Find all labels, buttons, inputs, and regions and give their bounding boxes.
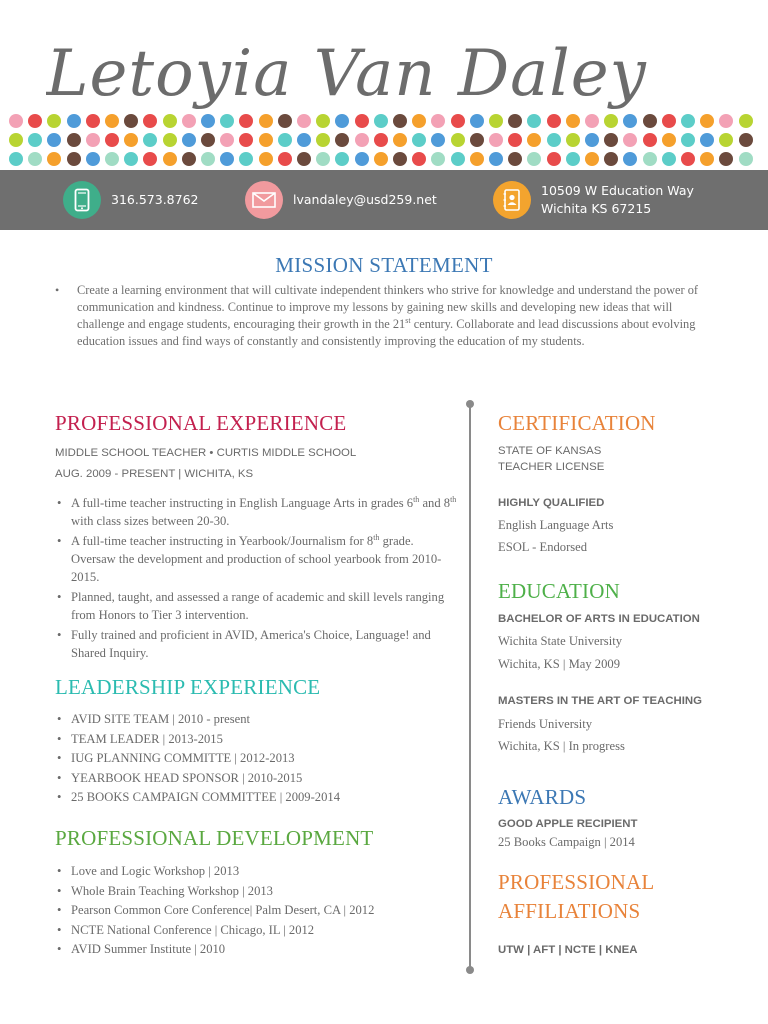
decorative-dot xyxy=(278,114,292,128)
decorative-dot xyxy=(67,152,81,166)
envelope-icon xyxy=(245,181,283,219)
award-line-1: GOOD APPLE RECIPIENT xyxy=(498,818,638,830)
decorative-dot xyxy=(28,133,42,147)
cert-line-5: ESOL - Endorsed xyxy=(498,540,588,554)
decorative-dot xyxy=(719,133,733,147)
decorative-dot xyxy=(681,114,695,128)
decorative-dot xyxy=(335,133,349,147)
decorative-dot xyxy=(9,133,23,147)
decorative-dot xyxy=(163,114,177,128)
decorative-dot xyxy=(623,133,637,147)
decorative-dot xyxy=(623,152,637,166)
decorative-dot xyxy=(739,133,753,147)
list-item: • AVID Summer Institute | 2010 xyxy=(57,942,226,956)
decorative-dot xyxy=(547,114,561,128)
list-item: • IUG PLANNING COMMITTE | 2012-2013 xyxy=(57,751,295,765)
divider-bottom-dot xyxy=(466,966,474,974)
contact-email xyxy=(245,170,437,230)
decorative-dot xyxy=(489,133,503,147)
decorative-dot xyxy=(547,152,561,166)
decorative-dot xyxy=(566,133,580,147)
decorative-dot xyxy=(143,133,157,147)
decorative-dot xyxy=(470,133,484,147)
list-item: • Whole Brain Teaching Workshop | 2013 xyxy=(57,883,273,898)
decorative-dot xyxy=(412,114,426,128)
decorative-dot xyxy=(662,152,676,166)
awards-title: AWARDS xyxy=(498,785,587,809)
decorative-dot xyxy=(105,133,119,147)
decorative-dot xyxy=(393,133,407,147)
decorative-dot xyxy=(163,133,177,147)
decorative-dot xyxy=(201,114,215,128)
dot-pattern-decoration xyxy=(0,111,768,171)
column-divider xyxy=(469,404,471,970)
list-item: • YEARBOOK HEAD SPONSOR | 2010-2015 xyxy=(57,770,303,785)
phone-icon xyxy=(63,181,101,219)
contact-phone xyxy=(63,170,198,230)
decorative-dot xyxy=(278,152,292,166)
decorative-dot xyxy=(585,114,599,128)
decorative-dot xyxy=(527,152,541,166)
job-dates: AUG. 2009 - PRESENT | WICHITA, KS xyxy=(55,468,254,480)
decorative-dot xyxy=(604,114,618,128)
decorative-dot xyxy=(67,133,81,147)
decorative-dot xyxy=(431,133,445,147)
decorative-dot xyxy=(604,152,618,166)
decorative-dot xyxy=(643,152,657,166)
decorative-dot xyxy=(681,133,695,147)
decorative-dot xyxy=(67,114,81,128)
email-text[interactable]: lvandaley@usd259.net xyxy=(293,192,437,207)
experience-bullets xyxy=(55,494,460,662)
decorative-dot xyxy=(239,114,253,128)
address-line-2: Wichita KS 67215 xyxy=(541,201,652,216)
list-item: • Planned, taught, and assessed a range of academic and skill levels ranging from Honors to Tier 3 intervention. xyxy=(57,590,445,622)
decorative-dot xyxy=(316,133,330,147)
address-line-1: 10509 W Education Way xyxy=(541,183,694,198)
affiliations-title-line-2: AFFILIATIONS xyxy=(498,899,641,923)
mission-text: Create a learning environment that will cultivate independent thinkers who strive for knowledge and understand the power of communication and kindness. Continue to improve my lessons by gaining new skills and developing new ideas that will challenge and engage students, encouraging their growth in the 21st century. Collaborate and lead discussions about evolving education issues and find ways of constantly and consistently improving the education of my students. xyxy=(77,283,699,348)
decorative-dot xyxy=(47,114,61,128)
development-list xyxy=(55,862,460,960)
decorative-dot xyxy=(239,152,253,166)
decorative-dot xyxy=(431,114,445,128)
decorative-dot xyxy=(623,114,637,128)
affiliations-list: UTW | AFT | NCTE | KNEA xyxy=(498,944,638,956)
contact-bar xyxy=(0,170,768,230)
decorative-dot xyxy=(566,114,580,128)
decorative-dot xyxy=(201,133,215,147)
decorative-dot xyxy=(566,152,580,166)
decorative-dot xyxy=(163,152,177,166)
decorative-dot xyxy=(259,114,273,128)
decorative-dot xyxy=(47,133,61,147)
decorative-dot xyxy=(143,152,157,166)
address-book-icon xyxy=(493,181,531,219)
edu-degree-2: MASTERS IN THE ART OF TEACHING xyxy=(498,695,702,707)
decorative-dot xyxy=(700,114,714,128)
decorative-dot xyxy=(316,152,330,166)
list-item: • Pearson Common Core Conference| Palm Desert, CA | 2012 xyxy=(57,903,375,917)
phone-text[interactable]: 316.573.8762 xyxy=(111,192,199,207)
decorative-dot xyxy=(9,114,23,128)
decorative-dot xyxy=(585,133,599,147)
decorative-dot xyxy=(124,152,138,166)
decorative-dot xyxy=(470,152,484,166)
decorative-dot xyxy=(182,133,196,147)
decorative-dot xyxy=(508,133,522,147)
list-item: • 25 BOOKS CAMPAIGN COMMITTEE | 2009-2014 xyxy=(57,790,340,804)
address-text xyxy=(541,182,694,218)
decorative-dot xyxy=(47,152,61,166)
decorative-dot xyxy=(393,152,407,166)
affiliations-title-line-1: PROFESSIONAL xyxy=(498,870,655,894)
decorative-dot xyxy=(662,133,676,147)
decorative-dot xyxy=(28,114,42,128)
decorative-dot xyxy=(220,152,234,166)
decorative-dot xyxy=(719,114,733,128)
decorative-dot xyxy=(28,152,42,166)
decorative-dot xyxy=(297,152,311,166)
decorative-dot xyxy=(451,133,465,147)
edu-degree-1: BACHELOR OF ARTS IN EDUCATION xyxy=(498,613,700,625)
cert-line-1: STATE OF KANSAS xyxy=(498,445,602,457)
cert-line-3: HIGHLY QUALIFIED xyxy=(498,497,605,509)
professional-development-title: PROFESSIONAL DEVELOPMENT xyxy=(55,826,374,850)
certification-title: CERTIFICATION xyxy=(498,411,656,435)
decorative-dot xyxy=(643,133,657,147)
decorative-dot xyxy=(374,152,388,166)
contact-address xyxy=(493,170,694,230)
list-item: • AVID SITE TEAM | 2010 - present xyxy=(57,712,251,726)
decorative-dot xyxy=(220,114,234,128)
list-item: • NCTE National Conference | Chicago, IL | 2012 xyxy=(57,922,315,937)
list-item: • A full-time teacher instructing in English Language Arts in grades 6th and 8th with class sizes between 20-30. xyxy=(57,494,457,528)
decorative-dot xyxy=(604,133,618,147)
decorative-dot xyxy=(297,133,311,147)
leadership-list xyxy=(55,710,460,808)
decorative-dot xyxy=(86,133,100,147)
decorative-dot xyxy=(412,133,426,147)
decorative-dot xyxy=(451,114,465,128)
decorative-dot xyxy=(470,114,484,128)
decorative-dot xyxy=(335,152,349,166)
decorative-dot xyxy=(527,133,541,147)
decorative-dot xyxy=(527,114,541,128)
decorative-dot xyxy=(124,114,138,128)
list-item: • Love and Logic Workshop | 2013 xyxy=(57,864,240,878)
decorative-dot xyxy=(105,114,119,128)
decorative-dot xyxy=(9,152,23,166)
decorative-dot xyxy=(297,114,311,128)
edu-location-2: Wichita, KS | In progress xyxy=(498,739,625,753)
decorative-dot xyxy=(201,152,215,166)
decorative-dot xyxy=(508,152,522,166)
decorative-dot xyxy=(239,133,253,147)
education-title: EDUCATION xyxy=(498,579,620,603)
decorative-dot xyxy=(662,114,676,128)
decorative-dot xyxy=(278,133,292,147)
decorative-dot xyxy=(489,152,503,166)
decorative-dot xyxy=(431,152,445,166)
bullet-marker: • xyxy=(55,283,60,297)
list-item: • TEAM LEADER | 2013-2015 xyxy=(57,731,223,746)
list-item: • A full-time teacher instructing in Yearbook/Journalism for 8th grade. Oversaw the development and production of school yearbook from 2010-2015. xyxy=(57,532,442,584)
list-item: • Fully trained and proficient in AVID, America's Choice, Language! and Shared Inquiry. xyxy=(57,628,431,660)
decorative-dot xyxy=(335,114,349,128)
decorative-dot xyxy=(220,133,234,147)
edu-school-2: Friends University xyxy=(498,717,593,731)
mission-statement-title: MISSION STATEMENT xyxy=(275,253,493,277)
leadership-experience-title: LEADERSHIP EXPERIENCE xyxy=(55,675,321,699)
award-line-2: 25 Books Campaign | 2014 xyxy=(498,835,635,849)
decorative-dot xyxy=(700,152,714,166)
edu-school-1: Wichita State University xyxy=(498,634,623,648)
decorative-dot xyxy=(393,114,407,128)
decorative-dot xyxy=(374,133,388,147)
decorative-dot xyxy=(182,152,196,166)
decorative-dot xyxy=(259,133,273,147)
decorative-dot xyxy=(719,152,733,166)
decorative-dot xyxy=(451,152,465,166)
decorative-dot xyxy=(739,114,753,128)
decorative-dot xyxy=(643,114,657,128)
decorative-dot xyxy=(86,152,100,166)
decorative-dot xyxy=(86,114,100,128)
decorative-dot xyxy=(700,133,714,147)
decorative-dot xyxy=(182,114,196,128)
decorative-dot xyxy=(739,152,753,166)
decorative-dot xyxy=(316,114,330,128)
job-role: MIDDLE SCHOOL TEACHER • CURTIS MIDDLE SCHOOL xyxy=(55,447,357,459)
decorative-dot xyxy=(355,133,369,147)
resume-name: Letoyia Van Daley xyxy=(46,37,647,111)
cert-line-4: English Language Arts xyxy=(498,518,614,532)
professional-experience-title: PROFESSIONAL EXPERIENCE xyxy=(55,411,347,435)
decorative-dot xyxy=(259,152,273,166)
decorative-dot xyxy=(489,114,503,128)
edu-location-1: Wichita, KS | May 2009 xyxy=(498,657,620,671)
mission-statement-body xyxy=(55,282,715,350)
decorative-dot xyxy=(681,152,695,166)
decorative-dot xyxy=(355,114,369,128)
decorative-dot xyxy=(355,152,369,166)
decorative-dot xyxy=(374,114,388,128)
decorative-dot xyxy=(508,114,522,128)
decorative-dot xyxy=(124,133,138,147)
decorative-dot xyxy=(105,152,119,166)
decorative-dot xyxy=(412,152,426,166)
decorative-dot xyxy=(143,114,157,128)
decorative-dot xyxy=(585,152,599,166)
decorative-dot xyxy=(547,133,561,147)
cert-line-2: TEACHER LICENSE xyxy=(498,461,605,473)
